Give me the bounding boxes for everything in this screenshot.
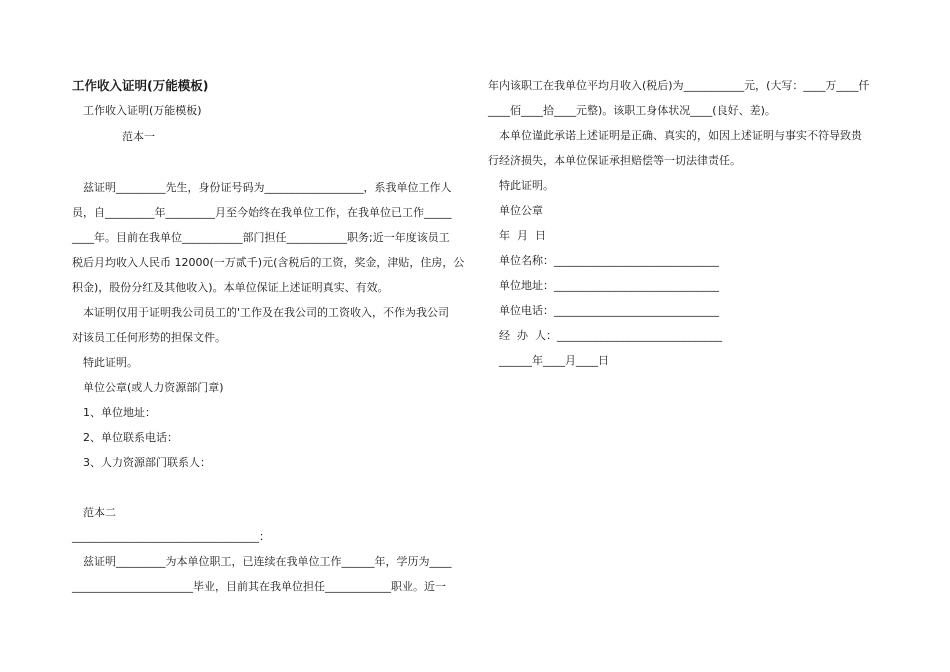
template-one-hereby: 特此证明。 [83,356,138,369]
document-title: 工作收入证明(万能模板) [72,78,209,93]
template-one-label: 范本一 [122,130,155,143]
date-field: ______年____月____日 [499,354,609,367]
template-one-item-contact: 3、人力资源部门联系人： [83,456,211,469]
template-one-seal: 单位公章(或人力资源部门章) [83,381,224,394]
unit-name-field: 单位名称：______________________________ [499,254,719,267]
template-one-line-2: 员，自_________年_________月至今始终在我单位工作，在我单位已工作_____ [72,206,452,219]
continued-line-3: 本单位谨此承诺上述证明是正确、真实的，如因上述证明与事实不符导致贵 [499,129,862,142]
unit-phone-field: 单位电话：______________________________ [499,304,719,317]
right-year-month-day: 年 月 日 [499,229,546,242]
template-one-line-5: 积金)，股份分红及其他收入)。本单位保证上述证明真实、有效。 [72,281,389,294]
right-seal: 单位公章 [499,204,543,217]
right-hereby: 特此证明。 [499,179,554,192]
unit-address-field: 单位地址：______________________________ [499,279,719,292]
template-one-item-address: 1、单位地址： [83,406,156,419]
template-one-line-1: 兹证明_________先生，身份证号码为__________________，系我单位工作人 [83,181,452,194]
continued-line-1: 年内该职工在我单位平均月收入(税后)为___________元，(大写：____万____仟 [488,79,870,92]
template-one-line-7: 对该员工任何形势的担保文件。 [72,331,226,344]
template-one-item-phone: 2、单位联系电话： [83,431,178,444]
template-one-line-3: ____年。目前在我单位___________部门担任___________职务;近一年度该员工 [72,231,450,244]
template-two-line-1: 兹证明_________为本单位职工，已连续在我单位工作______年，学历为____ [83,555,452,568]
template-two-recipient: __________________________________： [72,530,270,543]
template-two-line-2: ______________________毕业，目前其在我单位担任____________职业。近一 [72,580,446,593]
document-subtitle: 工作收入证明(万能模板) [83,104,202,117]
template-two-label: 范本二 [83,506,116,519]
template-one-line-4: 税后月均收入人民币 12000(一万贰千)元(含税后的工资，奖金，津贴，住房，公 [72,256,465,269]
template-one-line-6: 本证明仅用于证明我公司员工的'工作及在我公司的工资收入，不作为我公司 [83,306,450,319]
continued-line-4: 行经济损失，本单位保证承担赔偿等一切法律责任。 [488,154,741,167]
handler-field: 经 办 人：______________________________ [499,329,722,342]
continued-line-2: ____佰____拾____元整)。该职工身体状况____(良好、差)。 [488,104,776,117]
